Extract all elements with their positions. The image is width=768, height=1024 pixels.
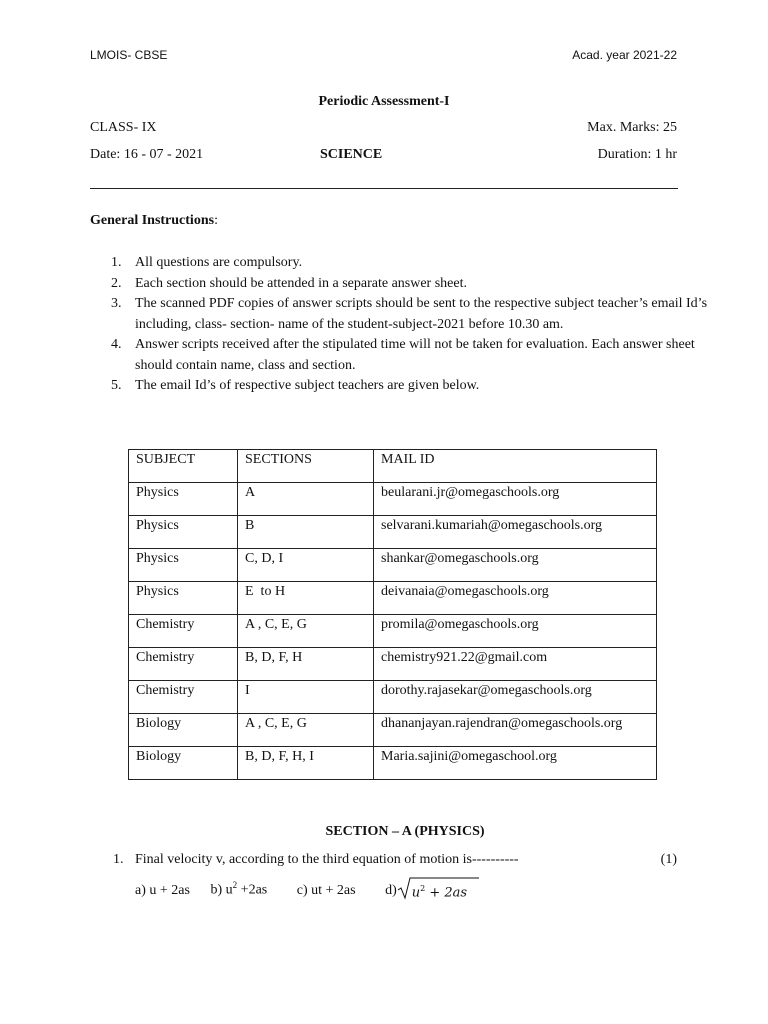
cell-mail-id[interactable]: Maria.sajini@omegaschool.org — [374, 747, 657, 780]
cell-subject: Physics — [129, 582, 238, 615]
cell-mail-id[interactable]: deivanaia@omegaschools.org — [374, 582, 657, 615]
exam-duration: Duration: 1 hr — [597, 147, 677, 162]
question-1-options — [135, 880, 467, 901]
cell-mail-id[interactable]: promila@omegaschools.org — [374, 615, 657, 648]
question-number: 1. — [113, 852, 124, 867]
cell-subject: Physics — [129, 516, 238, 549]
date-row — [90, 147, 677, 163]
instruction-number: 1. — [111, 255, 122, 270]
cell-mail-id[interactable]: beularani.jr@omegaschools.org — [374, 483, 657, 516]
instruction-number: 5. — [111, 378, 122, 393]
cell-sections: C, D, I — [238, 549, 374, 582]
table-row — [129, 516, 657, 549]
cell-mail-id[interactable]: dorothy.rajasekar@omegaschools.org — [374, 681, 657, 714]
table-row — [129, 648, 657, 681]
table-row — [129, 582, 657, 615]
square-root-expression — [397, 880, 467, 901]
cell-sections: A , C, E, G — [238, 714, 374, 747]
instruction-number: 4. — [111, 337, 122, 352]
instruction-item — [111, 294, 715, 335]
cell-sections: B — [238, 516, 374, 549]
option-d-prefix: d) — [385, 882, 397, 898]
instruction-text: Each section should be attended in a separate answer sheet. — [135, 275, 467, 291]
cell-sections: I — [238, 681, 374, 714]
question-1 — [113, 852, 677, 868]
cell-subject: Chemistry — [129, 681, 238, 714]
cell-subject: Biology — [129, 747, 238, 780]
cell-sections: B, D, F, H — [238, 648, 374, 681]
cell-mail-id[interactable]: chemistry921.22@gmail.com — [374, 648, 657, 681]
option-b-exponent: 2 — [232, 880, 238, 891]
cell-subject: Chemistry — [129, 648, 238, 681]
cell-sections: A — [238, 483, 374, 516]
cell-subject: Biology — [129, 714, 238, 747]
header-sections: SECTIONS — [238, 450, 374, 483]
instruction-number: 2. — [111, 275, 122, 291]
cell-mail-id[interactable]: selvarani.kumariah@omegaschools.org — [374, 516, 657, 549]
exam-title: Periodic Assessment-I — [318, 94, 450, 109]
max-marks: Max. Marks: 25 — [587, 120, 677, 135]
table-row — [129, 549, 657, 582]
option-d — [385, 880, 467, 901]
cell-sections: B, D, F, H, I — [238, 747, 374, 780]
teacher-email-table — [128, 449, 657, 780]
table-row — [129, 747, 657, 780]
instructions-heading-colon: : — [214, 213, 218, 228]
header-school: LMOIS- CBSE — [90, 48, 168, 62]
instruction-text: Answer scripts received after the stipulated time will not be taken for evaluation. Each answer sheet should contain name, class and section. — [135, 337, 695, 373]
instructions-heading — [90, 213, 218, 229]
instruction-number: 3. — [111, 296, 122, 311]
option-b — [211, 880, 268, 899]
cell-sections: A , C, E, G — [238, 615, 374, 648]
cell-mail-id[interactable]: dhananjayan.rajendran@omegaschools.org — [374, 714, 657, 747]
instructions-list — [90, 253, 715, 397]
instruction-item — [111, 335, 715, 376]
header-academic-year: Acad. year 2021-22 — [572, 48, 677, 62]
subject-name: SCIENCE — [320, 147, 383, 162]
option-d-base: u — [411, 885, 421, 901]
question-text: Final velocity v, according to the third equation of motion is---------- — [135, 852, 519, 867]
cell-mail-id[interactable]: shankar@omegaschools.org — [374, 549, 657, 582]
class-row — [90, 120, 677, 136]
table-row — [129, 681, 657, 714]
instruction-item — [111, 274, 715, 295]
instruction-text: The email Id’s of respective subject teachers are given below. — [135, 378, 480, 393]
option-a: a) u + 2as — [135, 882, 190, 898]
instructions-heading-text: General Instructions — [90, 213, 215, 228]
question-marks: (1) — [660, 852, 677, 867]
table-header-row — [129, 450, 657, 483]
exam-date: Date: 16 - 07 - 2021 — [90, 147, 204, 162]
instruction-item — [111, 376, 715, 397]
cell-subject: Chemistry — [129, 615, 238, 648]
header-subject: SUBJECT — [129, 450, 238, 483]
cell-subject: Physics — [129, 549, 238, 582]
header-divider — [90, 188, 678, 189]
class-label: CLASS- IX — [90, 120, 157, 135]
table-row — [129, 483, 657, 516]
table-row — [129, 615, 657, 648]
table-row — [129, 714, 657, 747]
option-b-suffix: +2as — [237, 882, 268, 898]
instruction-item — [111, 253, 715, 274]
instruction-text: The scanned PDF copies of answer scripts should be sent to the respective subject teacher’s email Id’s including, class- section- name of the student-subject-2021 before 10.30 am. — [135, 296, 708, 332]
header-mail-id: MAIL ID — [374, 450, 657, 483]
cell-sections: E to H — [238, 582, 374, 615]
cell-subject: Physics — [129, 483, 238, 516]
option-d-rest: + 2as — [425, 885, 468, 901]
section-a-title: SECTION – A (PHYSICS) — [325, 824, 485, 839]
square-root-icon — [397, 876, 479, 900]
option-d-exponent: 2 — [420, 884, 426, 893]
option-c: c) ut + 2as — [296, 882, 356, 898]
instruction-text: All questions are compulsory. — [135, 255, 303, 270]
option-b-prefix: b) u — [210, 882, 233, 898]
